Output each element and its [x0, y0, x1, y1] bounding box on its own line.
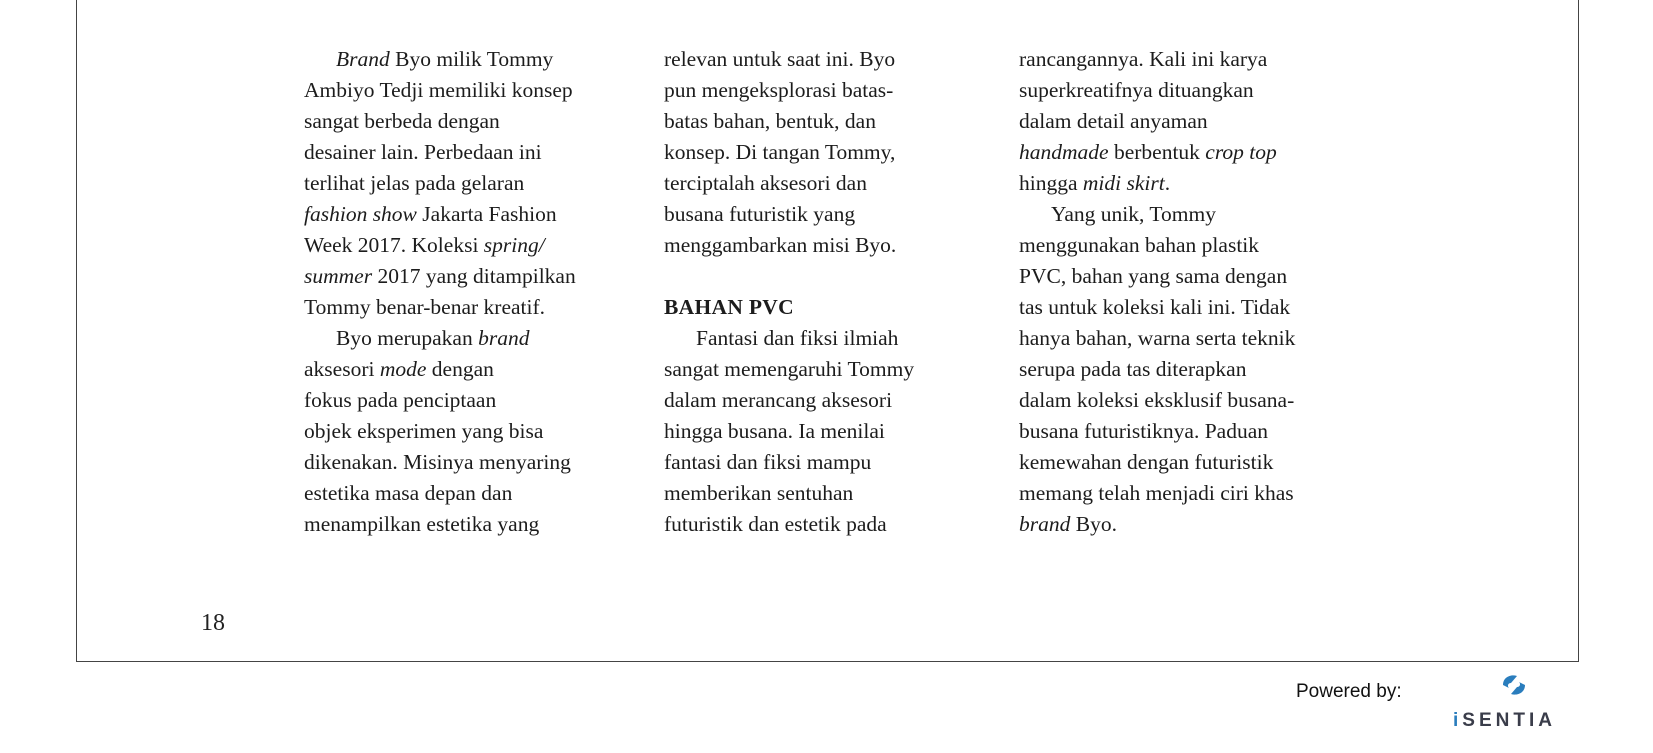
text-segment: terciptalah aksesori dan	[664, 171, 867, 195]
section-heading	[664, 292, 914, 323]
text-segment: dalam merancang aksesori	[664, 388, 893, 412]
text-line	[664, 385, 914, 416]
text-line	[1019, 44, 1295, 75]
text-segment: PVC, bahan yang sama dengan	[1019, 264, 1288, 288]
italic-term: mode	[379, 357, 427, 381]
text-segment: rancangannya. Kali ini karya	[1019, 47, 1268, 71]
text-line	[664, 323, 914, 354]
text-segment: busana futuristiknya. Paduan	[1019, 419, 1268, 443]
text-line	[1019, 168, 1295, 199]
article-column-1	[304, 44, 576, 540]
text-line	[1019, 447, 1295, 478]
text-segment: Tommy benar-benar kreatif.	[304, 295, 546, 319]
text-segment: memang telah menjadi ciri khas	[1019, 481, 1294, 505]
text-segment: desainer lain. Perbedaan ini	[304, 140, 542, 164]
text-line	[304, 106, 576, 137]
text-line	[1019, 323, 1295, 354]
text-line	[304, 230, 576, 261]
text-line	[304, 385, 576, 416]
italic-term: midi skirt	[1082, 171, 1165, 195]
isentia-logo-icon	[1497, 671, 1531, 699]
text-segment: Byo merupakan	[336, 326, 479, 350]
text-segment: 2017 yang ditampilkan	[372, 264, 576, 288]
text-line	[304, 292, 576, 323]
text-line	[664, 447, 914, 478]
text-line	[1019, 137, 1295, 168]
text-line	[1019, 230, 1295, 261]
text-segment: Week 2017. Koleksi	[304, 233, 484, 257]
text-line	[664, 106, 914, 137]
text-line	[304, 416, 576, 447]
text-segment: hingga	[1019, 171, 1083, 195]
text-line	[664, 509, 914, 540]
magazine-page	[76, 0, 1579, 662]
text-segment: konsep. Di tangan Tommy,	[664, 140, 896, 164]
text-line	[1019, 385, 1295, 416]
text-line	[1019, 261, 1295, 292]
text-segment: fantasi dan fiksi mampu	[664, 450, 872, 474]
text-segment: futuristik dan estetik pada	[664, 512, 887, 536]
text-segment: BAHAN PVC	[664, 295, 794, 319]
text-segment: tas untuk koleksi kali ini. Tidak	[1019, 295, 1291, 319]
italic-term: Brand	[336, 47, 390, 71]
isentia-logo-wordmark: iSENTIA	[1453, 710, 1556, 731]
italic-term: brand	[1019, 512, 1071, 536]
page-number: 18	[201, 610, 225, 636]
paragraph-gap	[664, 261, 914, 292]
text-line	[1019, 292, 1295, 323]
text-segment: terlihat jelas pada gelaran	[304, 171, 525, 195]
text-segment: Fantasi dan fiksi ilmiah	[696, 326, 899, 350]
text-line	[304, 75, 576, 106]
italic-term: spring/	[483, 233, 545, 257]
text-line	[304, 199, 576, 230]
text-segment: dikenakan. Misinya menyaring	[304, 450, 571, 474]
italic-term: crop top	[1205, 140, 1277, 164]
italic-term: brand	[478, 326, 530, 350]
text-line	[304, 478, 576, 509]
article-column-2	[664, 44, 914, 540]
text-line	[1019, 75, 1295, 106]
text-segment: dalam detail anyaman	[1019, 109, 1208, 133]
text-segment: sangat berbeda dengan	[304, 109, 500, 133]
text-line	[304, 323, 576, 354]
text-line	[304, 44, 576, 75]
text-segment: objek eksperimen yang bisa	[304, 419, 544, 443]
text-segment: Yang unik, Tommy	[1051, 202, 1216, 226]
text-segment: dalam koleksi eksklusif busana-	[1019, 388, 1295, 412]
text-segment: menggunakan bahan plastik	[1019, 233, 1260, 257]
text-line	[664, 416, 914, 447]
text-line	[664, 199, 914, 230]
text-segment: relevan untuk saat ini. Byo	[664, 47, 896, 71]
text-segment: menggambarkan misi Byo.	[664, 233, 897, 257]
text-line	[1019, 478, 1295, 509]
text-line	[1019, 354, 1295, 385]
text-line	[664, 44, 914, 75]
text-segment: Jakarta Fashion	[416, 202, 557, 226]
text-segment: busana futuristik yang	[664, 202, 856, 226]
italic-term: handmade	[1019, 140, 1109, 164]
text-segment: hingga busana. Ia menilai	[664, 419, 885, 443]
text-segment: pun mengeksplorasi batas-	[664, 78, 894, 102]
text-line	[304, 447, 576, 478]
text-line	[304, 137, 576, 168]
text-line	[664, 137, 914, 168]
text-segment: menampilkan estetika yang	[304, 512, 540, 536]
italic-term: fashion show	[304, 202, 417, 226]
text-line	[664, 230, 914, 261]
text-line	[664, 354, 914, 385]
text-line	[304, 509, 576, 540]
text-segment: Ambiyo Tedji memiliki konsep	[304, 78, 573, 102]
text-segment: batas bahan, bentuk, dan	[664, 109, 876, 133]
text-line	[664, 75, 914, 106]
text-segment: dengan	[426, 357, 494, 381]
text-line	[1019, 509, 1295, 540]
text-segment: fokus pada penciptaan	[304, 388, 497, 412]
text-segment: aksesori	[304, 357, 380, 381]
text-line	[1019, 106, 1295, 137]
text-line	[1019, 416, 1295, 447]
powered-by-label: Powered by:	[1296, 681, 1402, 702]
italic-term: summer	[304, 264, 373, 288]
article-column-3	[1019, 44, 1295, 540]
text-segment: hanya bahan, warna serta teknik	[1019, 326, 1296, 350]
text-segment: berbentuk	[1108, 140, 1206, 164]
text-segment: Byo milik Tommy	[389, 47, 554, 71]
text-segment: sangat memengaruhi Tommy	[664, 357, 915, 381]
text-line	[304, 261, 576, 292]
text-line	[304, 354, 576, 385]
text-segment: serupa pada tas diterapkan	[1019, 357, 1247, 381]
text-segment: estetika masa depan dan	[304, 481, 513, 505]
text-line	[1019, 199, 1295, 230]
text-line	[664, 168, 914, 199]
text-segment: kemewahan dengan futuristik	[1019, 450, 1274, 474]
text-segment: Byo.	[1070, 512, 1117, 536]
text-line	[304, 168, 576, 199]
text-segment: superkreatifnya dituangkan	[1019, 78, 1254, 102]
text-line	[664, 478, 914, 509]
text-segment: memberikan sentuhan	[664, 481, 854, 505]
text-segment: .	[1164, 171, 1171, 195]
